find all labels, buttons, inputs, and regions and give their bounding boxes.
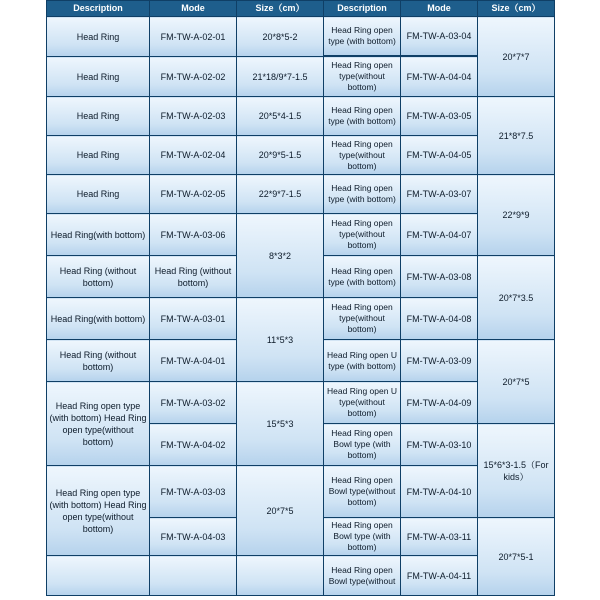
cell-description: Head Ring (without bottom) — [47, 256, 150, 298]
cell-description: Head Ring open type(without bottom) — [324, 298, 401, 340]
header-description-2: Description — [324, 1, 401, 17]
cell-description: Head Ring open type (with bottom) Head Ring open type(without bottom) — [47, 466, 150, 556]
cell-mode: FM-TW-A-02-02 — [150, 57, 237, 97]
cell-description: Head Ring open type(without bottom) — [324, 57, 401, 97]
header-row — [47, 1, 555, 17]
cell-size: 8*3*2 — [237, 214, 324, 298]
cell-mode: FM-TW-A-03-08 — [401, 256, 478, 298]
cell-description: Head Ring — [47, 57, 150, 97]
cell-mode: FM-TW-A-04-10 — [401, 466, 478, 518]
cell-size: 21*8*7.5 — [478, 97, 555, 175]
cell-size: 11*5*3 — [237, 298, 324, 382]
cell-size: 22*9*9 — [478, 175, 555, 256]
table-row — [47, 17, 555, 56]
cell-mode: FM-TW-A-03-01 — [150, 298, 237, 340]
cell-mode: FM-TW-A-02-03 — [150, 97, 237, 136]
cell-description: Head Ring open type (with bottom) — [324, 97, 401, 136]
cell-size: 20*8*5-2 — [237, 17, 324, 57]
cell-size: 20*5*4-1.5 — [237, 97, 324, 136]
cell-size: 20*7*5-1 — [478, 518, 555, 596]
cell-description: Head Ring open Bowl type(without bottom) — [324, 466, 401, 518]
header-size: Size（cm） — [237, 1, 324, 17]
cell-description: Head Ring open U type(without bottom) — [324, 382, 401, 424]
cell-size: 22*9*7-1.5 — [237, 175, 324, 214]
cell-description: Head Ring open Bowl type (with bottom) — [324, 424, 401, 466]
cell-size: 15*5*3 — [237, 382, 324, 466]
cell-description: Head Ring open type (with bottom) — [324, 175, 401, 214]
cell-size: 20*9*5-1.5 — [237, 136, 324, 175]
cell-mode: FM-TW-A-04-03 — [150, 518, 237, 556]
cell-mode: FM-TW-A-04-08 — [401, 298, 478, 340]
cell-size: 20*7*5 — [237, 466, 324, 556]
header-size-2: Size（cm） — [478, 1, 555, 17]
cell-mode: FM-TW-A-04-04 — [401, 57, 478, 97]
cell-mode: FM-TW-A-03-11 — [401, 518, 478, 556]
cell-mode: FM-TW-A-03-06 — [150, 214, 237, 256]
header-mode-2: Mode — [401, 1, 478, 17]
cell-description: Head Ring open U type (with bottom) — [324, 340, 401, 382]
cell-description: Head Ring open Bowl type (with bottom) — [324, 518, 401, 556]
cell-mode: FM-TW-A-02-04 — [150, 136, 237, 175]
cell-mode: FM-TW-A-03-04 — [401, 17, 478, 56]
cell-description: Head Ring — [47, 136, 150, 175]
product-spec-table — [46, 0, 555, 596]
cell-mode: FM-TW-A-03-02 — [150, 382, 237, 424]
cell-mode: FM-TW-A-04-01 — [150, 340, 237, 382]
cell-mode: FM-TW-A-04-07 — [401, 214, 478, 256]
cell-size: 21*18/9*7-1.5 — [237, 57, 324, 97]
cell-mode: FM-TW-A-04-05 — [401, 136, 478, 175]
cell-description: Head Ring — [47, 97, 150, 136]
cell-mode: FM-TW-A-04-09 — [401, 382, 478, 424]
cell-description: Head Ring(with bottom) — [47, 214, 150, 256]
cell-description: Head Ring open type (with bottom) — [324, 256, 401, 298]
table-row — [47, 175, 555, 214]
cell-description: Head Ring (without bottom) — [47, 340, 150, 382]
cell-size: 20*7*3.5 — [478, 256, 555, 340]
cell-size: 20*7*7 — [478, 17, 555, 97]
header-mode: Mode — [150, 1, 237, 17]
cell-description: Head Ring open type (with bottom) — [324, 17, 401, 56]
cell-mode: FM-TW-A-03-05 — [401, 97, 478, 136]
cell-description: Head Ring open type(without bottom) — [324, 214, 401, 256]
cell-description-empty — [47, 556, 150, 596]
cell-mode: FM-TW-A-04-11 — [401, 556, 478, 596]
cell-description: Head Ring open type (with bottom) Head Ring open type(without bottom) — [47, 382, 150, 466]
cell-size-empty — [237, 556, 324, 596]
cell-mode: FM-TW-A-03-10 — [401, 424, 478, 466]
cell-mode: FM-TW-A-02-01 — [150, 17, 237, 57]
header-description: Description — [47, 1, 150, 17]
cell-mode: FM-TW-A-03-09 — [401, 340, 478, 382]
cell-description: Head Ring — [47, 175, 150, 214]
cell-mode: Head Ring (without bottom) — [150, 256, 237, 298]
cell-size: 20*7*5 — [478, 340, 555, 424]
cell-description: Head Ring open Bowl type(without — [324, 556, 401, 596]
cell-description: Head Ring(with bottom) — [47, 298, 150, 340]
cell-mode: FM-TW-A-03-03 — [150, 466, 237, 518]
cell-size: 15*6*3-1.5（For kids） — [478, 424, 555, 518]
cell-mode: FM-TW-A-02-05 — [150, 175, 237, 214]
cell-description: Head Ring open type(without bottom) — [324, 136, 401, 175]
cell-mode: FM-TW-A-04-02 — [150, 424, 237, 466]
product-table-container — [46, 0, 555, 596]
cell-description: Head Ring — [47, 17, 150, 57]
table-row — [47, 97, 555, 136]
cell-mode-empty — [150, 556, 237, 596]
cell-mode: FM-TW-A-03-07 — [401, 175, 478, 214]
